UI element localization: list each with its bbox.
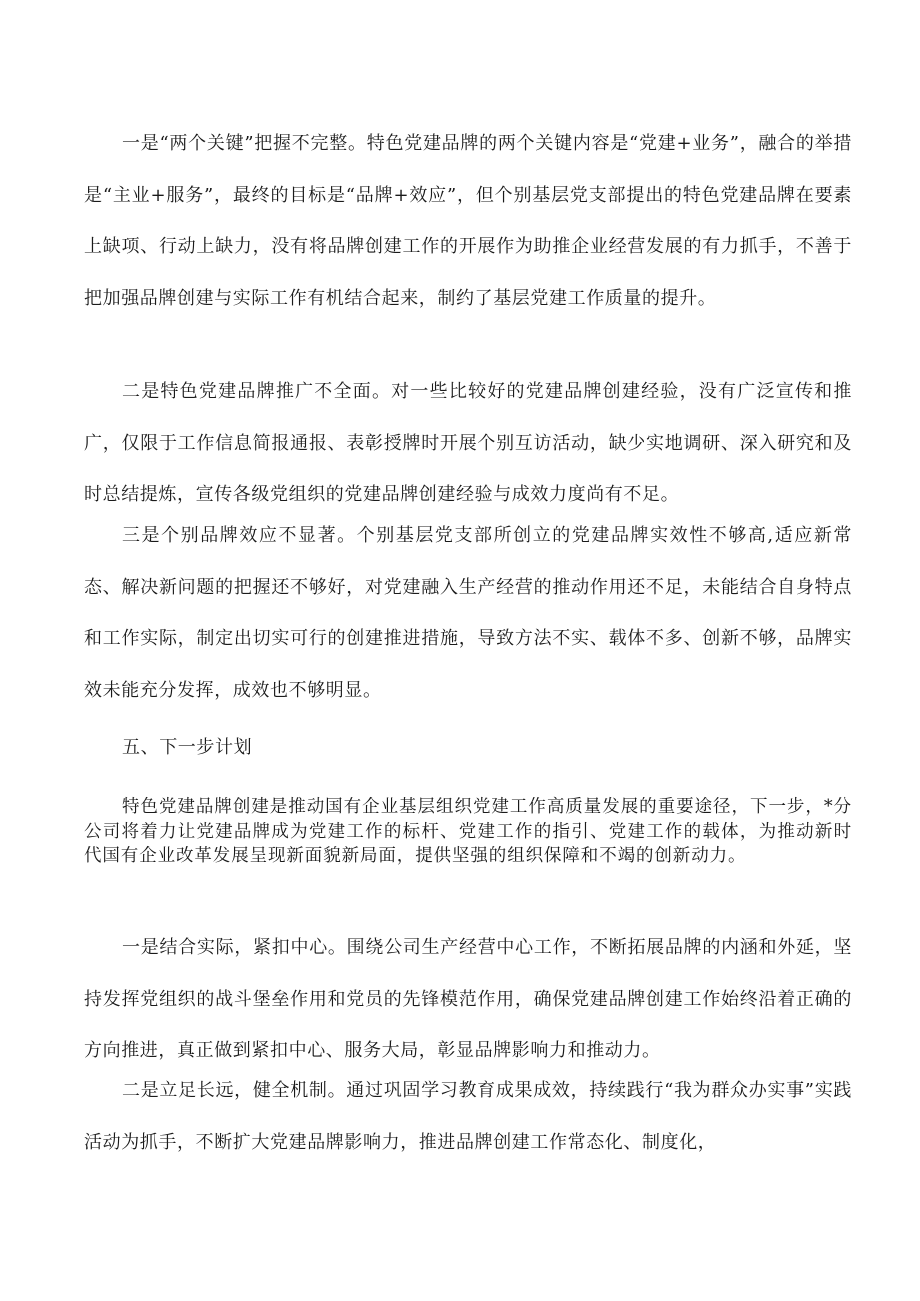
section-heading: 五、下一步计划 (122, 737, 253, 758)
paragraph-plan-center: 一是结合实际，紧扣中心。围绕公司生产经营中心工作，不断拓展品牌的内涵和外延，坚持发挥党组织的战斗堡垒作用和党员的先锋模范作用，确保党建品牌创建工作始终沿着正确的方向推进，真正做到紧扣中心、服务大局，彰显品牌影响力和推动力。 (84, 937, 852, 1061)
paragraph-plan-mechanism: 二是立足长远，健全机制。通过巩固学习教育成果成效，持续践行“我为群众办实事”实践活动为抓手，不断扩大党建品牌影响力，推进品牌创建工作常态化、制度化， (84, 1080, 852, 1153)
paragraph-brand-effect: 三是个别品牌效应不显著。个别基层党支部所创立的党建品牌实效性不够高,适应新常态、解决新问题的把握还不够好，对党建融入生产经营的推动作用还不足，未能结合自身特点和工作实际，制定出切实可行的创建推进措施，导致方法不实、载体不多、创新不够，品牌实效未能充分发挥，成效也不够明显。 (84, 525, 852, 701)
paragraph-next-steps-intro: 特色党建品牌创建是推动国有企业基层组织党建工作高质量发展的重要途径，下一步，*分公司将着力让党建品牌成为党建工作的标杆、党建工作的指引、党建工作的载体，为推动新时代国有企业改革发展呈现新面貌新局面，提供坚强的组织保障和不竭的创新动力。 (84, 797, 852, 866)
paragraph-promotion: 二是特色党建品牌推广不全面。对一些比较好的党建品牌创建经验，没有广泛宣传和推广，仅限于工作信息简报通报、表彰授牌时开展个别互访活动，缺少实地调研、深入研究和及时总结提炼，宣传各级党组织的党建品牌创建经验与成效力度尚有不足。 (84, 381, 852, 505)
paragraph-key-points: 一是“两个关键”把握不完整。特色党建品牌的两个关键内容是“党建+业务”，融合的举措是“主业+服务”，最终的目标是“品牌+效应”，但个别基层党支部提出的特色党建品牌在要素上缺项、行动上缺力，没有将品牌创建工作的开展作为助推企业经营发展的有力抓手，不善于把加强品牌创建与实际工作有机结合起来，制约了基层党建工作质量的提升。 (84, 133, 852, 309)
